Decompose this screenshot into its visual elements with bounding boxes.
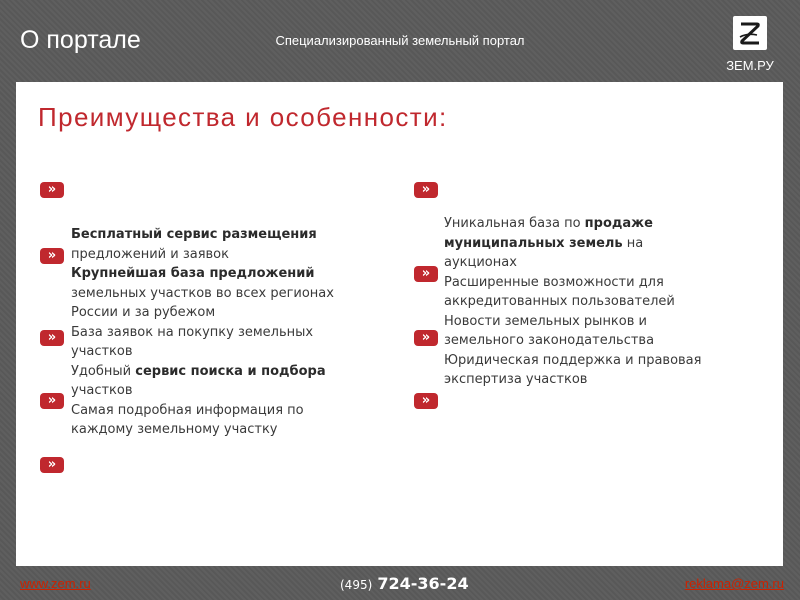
advantage-line: Крупнейшая база предложений: [71, 266, 315, 281]
advantages-left-list: [71, 225, 334, 440]
bullet-icon: »: [414, 330, 438, 346]
content-panel: [16, 82, 783, 566]
advantage-line: База заявок на покупку земельных: [71, 324, 314, 340]
advantage-line: аукционах: [444, 255, 517, 270]
advantage-line: Юридическая поддержка и правовая: [444, 352, 702, 368]
phone-code: (495): [340, 578, 373, 592]
advantage-line: Новости земельных рынков и: [444, 313, 647, 329]
footer-website-link[interactable]: www.zem.ru: [20, 576, 91, 591]
advantage-line: России и за рубежом: [71, 305, 216, 320]
advantage-line: предложений и заявок: [71, 246, 229, 262]
bullet-icon: »: [414, 182, 438, 198]
advantage-line: муниципальных земель на: [444, 235, 644, 251]
advantage-line: Самая подробная информация по: [71, 402, 304, 418]
advantage-line: Расширенные возможности для: [444, 274, 664, 290]
advantage-line: участков: [71, 383, 133, 398]
advantage-line: Уникальная база по продаже: [444, 216, 653, 231]
advantage-line: Бесплатный сервис размещения: [71, 227, 317, 242]
bullet-icon: »: [40, 457, 64, 473]
footer-email-link[interactable]: reklama@zem.ru: [684, 576, 784, 591]
page-title: О портале: [20, 26, 141, 54]
footer-phone: [340, 574, 469, 593]
advantage-line: экспертиза участков: [444, 372, 588, 387]
bullet-icon: »: [414, 393, 438, 409]
logo-text: ЗЕМ.РУ: [726, 58, 774, 73]
advantage-line: земельных участков во всех регионах: [71, 285, 334, 301]
advantage-line: земельного законодательства: [444, 333, 655, 348]
advantage-line: участков: [71, 344, 133, 359]
bullet-icon: »: [414, 266, 438, 282]
advantages-right-list: [444, 214, 701, 390]
bullet-icon: »: [40, 330, 64, 346]
bullet-icon: »: [40, 248, 64, 264]
advantage-line: Удобный сервис поиска и подбора: [71, 363, 326, 379]
zem-logo-icon[interactable]: [733, 16, 767, 50]
phone-number: 724-36-24: [377, 574, 469, 593]
advantage-line: аккредитованных пользователей: [444, 294, 675, 309]
bullet-icon: »: [40, 393, 64, 409]
section-heading: Преимущества и особенности:: [38, 102, 448, 132]
advantage-line: каждому земельному участку: [71, 422, 278, 437]
page-subtitle: Специализированный земельный портал: [275, 33, 525, 48]
bullet-icon: »: [40, 182, 64, 198]
